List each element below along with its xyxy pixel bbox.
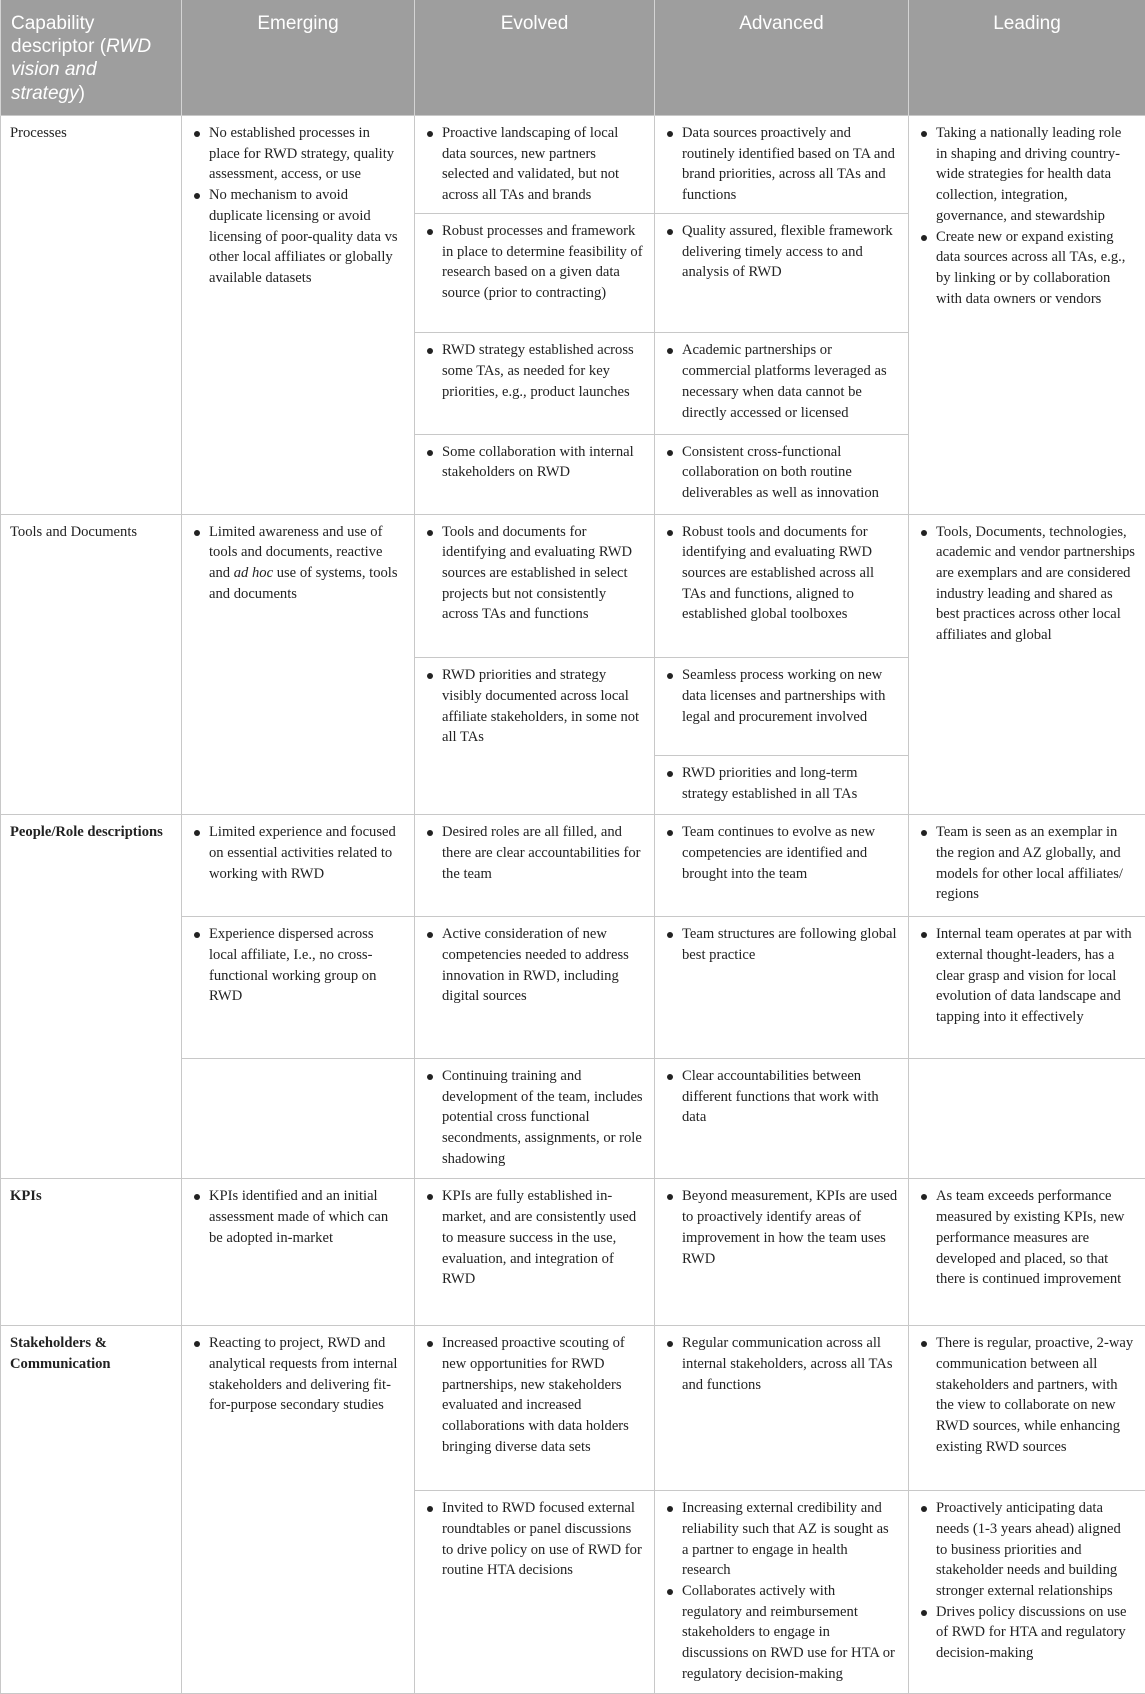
list-item: Quality assured, flexible framework delivering timely access to and analysis of RWD — [682, 221, 898, 283]
list-item: Experience dispersed across local affiliate, I.e., no cross-functional working group on RWD — [209, 924, 404, 1007]
list-item: RWD strategy established across some TAs, as needed for key priorities, e.g., product launches — [442, 340, 644, 402]
list-item: Taking a nationally leading role in shaping and driving country-wide strategies for health data collection, integration, governance, and stewardship — [936, 123, 1135, 227]
header-capability-descriptor: Capability descriptor (RWD vision and strategy) — [1, 0, 182, 116]
list-item: Seamless process working on new data licenses and partnerships with legal and procurement involved — [682, 665, 898, 727]
kpis-emerging-cell — [182, 1179, 415, 1326]
tools-advanced-cell-2 — [655, 658, 909, 756]
processes-emerging-cell — [182, 116, 415, 515]
list-item: Team is seen as an exemplar in the region and AZ globally, and models for other local affiliates/ regions — [936, 822, 1135, 905]
header-row — [1, 0, 1145, 116]
list-item: Proactively anticipating data needs (1-3 years ahead) aligned to business priorities and stakeholder needs and building stronger external relationships — [936, 1498, 1135, 1602]
list-item: There is regular, proactive, 2-way communication between all stakeholders and partners, with the view to collaborate on new RWD sources, while enhancing existing RWD sources — [936, 1333, 1135, 1457]
people-emerging-cell-2 — [182, 917, 415, 1059]
people-emerging-cell-3 — [182, 1058, 415, 1178]
list-item: As team exceeds performance measured by existing KPIs, new performance measures are developed and placed, so that there is continued improvement — [936, 1186, 1135, 1290]
row-label-stakeholders-communication: Stakeholders & Communication — [1, 1326, 182, 1694]
list-item: Desired roles are all filled, and there are clear accountabilities for the team — [442, 822, 644, 884]
people-advanced-cell-2 — [655, 917, 909, 1059]
processes-evolved-cell-3 — [415, 333, 655, 434]
processes-advanced-cell-2 — [655, 214, 909, 333]
stakeholders-emerging-cell — [182, 1326, 415, 1694]
stakeholders-leading-cell-1 — [909, 1326, 1145, 1491]
list-item: Create new or expand existing data sources across all TAs, e.g., by linking or by collaboration with data owners or vendors — [936, 227, 1135, 310]
stakeholders-evolved-cell-1 — [415, 1326, 655, 1491]
list-item: Drives policy discussions on use of RWD for HTA and regulatory decision-making — [936, 1602, 1135, 1664]
list-item: Continuing training and development of the team, includes potential cross functional secondments, assignments, or role shadowing — [442, 1066, 644, 1170]
people-advanced-cell-3 — [655, 1058, 909, 1178]
list-item: Invited to RWD focused external roundtables or panel discussions to drive policy on use of RWD for routine HTA decisions — [442, 1498, 644, 1581]
table-row — [1, 1179, 1145, 1326]
header-leading: Leading — [909, 0, 1145, 116]
table-row — [1, 1326, 1145, 1491]
list-item: RWD priorities and strategy visibly documented across local affiliate stakeholders, in some not all TAs — [442, 665, 644, 748]
list-item: Tools, Documents, technologies, academic and vendor partnerships are exemplars and are considered industry leading and shared as best practices across other local affiliates and global — [936, 522, 1135, 646]
row-label-kpis: KPIs — [1, 1179, 182, 1326]
list-item: Proactive landscaping of local data sources, new partners selected and validated, but not across all TAs and brands — [442, 123, 644, 206]
list-item: Some collaboration with internal stakeholders on RWD — [442, 442, 644, 483]
list-item: Increased proactive scouting of new opportunities for RWD partnerships, new stakeholders evaluated and increased collaborations with data holders bringing diverse data sets — [442, 1333, 644, 1457]
list-item: KPIs identified and an initial assessment made of which can be adopted in-market — [209, 1186, 404, 1248]
stakeholders-advanced-cell-2 — [655, 1491, 909, 1694]
kpis-evolved-cell — [415, 1179, 655, 1326]
stakeholders-leading-cell-2 — [909, 1491, 1145, 1694]
tools-evolved-cell-1 — [415, 514, 655, 658]
header-emerging: Emerging — [182, 0, 415, 116]
tools-emerging-cell — [182, 514, 415, 815]
people-leading-cell-3 — [909, 1058, 1145, 1178]
row-label-people-role-descriptions: People/Role descriptions — [1, 815, 182, 1179]
processes-evolved-cell-4 — [415, 434, 655, 514]
people-evolved-cell-1 — [415, 815, 655, 917]
list-item: No mechanism to avoid duplicate licensing or avoid licensing of poor-quality data vs other local affiliates or globally available datasets — [209, 185, 404, 289]
row-label-tools-and-documents: Tools and Documents — [1, 514, 182, 815]
processes-advanced-cell-3 — [655, 333, 909, 434]
row-label-processes: Processes — [1, 116, 182, 515]
stakeholders-evolved-cell-2 — [415, 1491, 655, 1694]
list-item: No established processes in place for RWD strategy, quality assessment, access, or use — [209, 123, 404, 185]
processes-evolved-cell-2 — [415, 214, 655, 333]
processes-advanced-cell-4 — [655, 434, 909, 514]
list-item: Data sources proactively and routinely identified based on TA and brand priorities, across all TAs and functions — [682, 123, 898, 206]
list-item: KPIs are fully established in-market, and are consistently used to measure success in the use, evaluation, and integration of RWD — [442, 1186, 644, 1290]
tools-leading-cell — [909, 514, 1145, 815]
processes-advanced-cell-1 — [655, 116, 909, 214]
people-evolved-cell-2 — [415, 917, 655, 1059]
list-item: Limited awareness and use of tools and documents, reactive and ad hoc use of systems, tools and documents — [209, 522, 404, 605]
list-item: Robust tools and documents for identifying and evaluating RWD sources are established across all TAs and functions, aligned to established global toolboxes — [682, 522, 898, 626]
table-row — [1, 815, 1145, 917]
list-item: Robust processes and framework in place to determine feasibility of research based on a given data source (prior to contracting) — [442, 221, 644, 304]
list-item: Beyond measurement, KPIs are used to proactively identify areas of improvement in how the team uses RWD — [682, 1186, 898, 1269]
list-item: Tools and documents for identifying and evaluating RWD sources are established in select projects but not consistently across TAs and functions — [442, 522, 644, 626]
list-item: RWD priorities and long-term strategy established in all TAs — [682, 763, 898, 804]
people-evolved-cell-3 — [415, 1058, 655, 1178]
tools-evolved-cell-2 — [415, 658, 655, 815]
people-leading-cell-1 — [909, 815, 1145, 917]
processes-evolved-cell-1 — [415, 116, 655, 214]
list-item: Team continues to evolve as new competencies are identified and brought into the team — [682, 822, 898, 884]
header-advanced: Advanced — [655, 0, 909, 116]
table-row — [1, 514, 1145, 658]
processes-leading-cell — [909, 116, 1145, 515]
list-item: Reacting to project, RWD and analytical requests from internal stakeholders and delivering fit-for-purpose secondary studies — [209, 1333, 404, 1416]
people-leading-cell-2 — [909, 917, 1145, 1059]
header-evolved: Evolved — [415, 0, 655, 116]
list-item: Limited experience and focused on essential activities related to working with RWD — [209, 822, 404, 884]
tools-advanced-cell-3 — [655, 756, 909, 815]
list-item: Team structures are following global best practice — [682, 924, 898, 965]
list-item: Clear accountabilities between different functions that work with data — [682, 1066, 898, 1128]
table-row — [1, 116, 1145, 214]
list-item: Collaborates actively with regulatory and reimbursement stakeholders to engage in discussions on RWD use for HTA or regulatory decision-making — [682, 1581, 898, 1685]
list-item: Internal team operates at par with external thought-leaders, has a clear grasp and vision for local evolution of data landscape and tapping into it effectively — [936, 924, 1135, 1028]
people-advanced-cell-1 — [655, 815, 909, 917]
kpis-advanced-cell — [655, 1179, 909, 1326]
list-item: Active consideration of new competencies needed to address innovation in RWD, including digital sources — [442, 924, 644, 1007]
stakeholders-advanced-cell-1 — [655, 1326, 909, 1491]
kpis-leading-cell — [909, 1179, 1145, 1326]
list-item: Consistent cross-functional collaboration on both routine deliverables as well as innovation — [682, 442, 898, 504]
people-emerging-cell-1 — [182, 815, 415, 917]
list-item: Academic partnerships or commercial platforms leveraged as necessary when data cannot be directly accessed or licensed — [682, 340, 898, 423]
list-item: Increasing external credibility and reliability such that AZ is sought as a partner to engage in health research — [682, 1498, 898, 1581]
list-item: Regular communication across all internal stakeholders, across all TAs and functions — [682, 1333, 898, 1395]
tools-advanced-cell-1 — [655, 514, 909, 658]
